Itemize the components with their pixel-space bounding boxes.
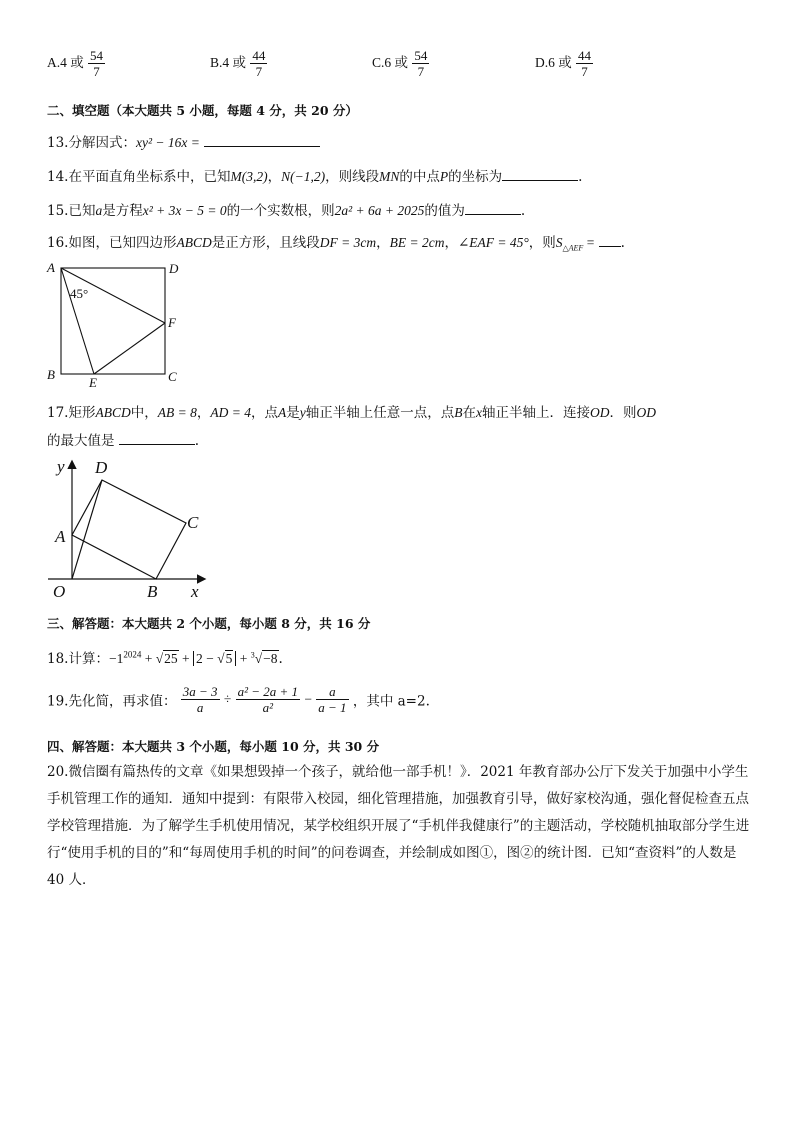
fraction-1: $\frac{3a - 3}{a}$ [182, 684, 218, 715]
section-4-heading: 四、解答题：本大题共 3 个小题，每小题 10 分，共 30 分 [47, 739, 380, 754]
question-15: 15.已知a是方程x² + 3x − 5 = 0的一个实数根，则2a² + 6a + 2025的值为 . [47, 203, 526, 219]
label-a: A [55, 527, 66, 546]
question-17-line2: 的最大值是 . [47, 433, 200, 449]
question-19: 19.先化简，再求值： $\frac{3a - 3}{a}$ ÷ $\frac{\text{a² − 2a + 1}}{\text{a²}}$ − $\frac{a}{a - 1}$ ，其中 a=2. [47, 684, 430, 715]
section-3-heading: 三、解答题：本大题共 2 个小题，每小题 8 分，共 16 分 [47, 616, 371, 631]
fraction-3: $\frac{a}{a - 1}$ [318, 684, 347, 715]
answer-blank [465, 202, 521, 215]
label-c: C [187, 513, 199, 532]
label-c: C [168, 369, 177, 384]
option-b-fraction: $\frac{44}{7}$ [252, 48, 266, 79]
label-e: E [89, 375, 97, 388]
question-18: 18.计算：$-1^{2024} + √25 + 2 - √5 + ^3√-8$. [47, 649, 283, 667]
angle-label: 45° [70, 286, 89, 301]
option-d-fraction: $\frac{44}{7}$ [578, 48, 592, 79]
option-a-fraction: $\frac{54}{7}$ [90, 48, 104, 79]
option-c-fraction: $\frac{54}{7}$ [414, 48, 428, 79]
figure-17-rectangle [44, 452, 224, 604]
segment-ae [61, 268, 94, 374]
label-b: B [147, 582, 158, 601]
question-20: 20.微信圈有篇热传的文章《如果想毁掉一个孩子，就给他一部手机！》．2021 年教育部办公厅下发关于加强中小学生手机管理工作的通知．通知中提到：有限带入校园，细化管理措施，加强教育引导，做好家校沟通，强化督促检查五点学校管理措施．为了解学生手机使用情况，某学校组织开展了“手机伴我健康行”的主题活动，学校随机抽取部分学生进行“使用手机的目的”和“每周使用手机的时间”的问卷调查，并绘制成如图①，图②的统计图．已知“查资料”的人数是 40 人． [47, 764, 750, 888]
label-d: D [169, 261, 179, 276]
rectangle-abcd [72, 480, 186, 579]
question-14: 14.在平面直角坐标系中，已知M(3,2)，N(−1,2)，则线段MN的中点P的坐标为 . [47, 169, 583, 185]
label-o: O [53, 582, 66, 601]
answer-blank [599, 234, 621, 247]
section-2-heading: 二、填空题（本大题共 5 小题，每题 4 分，共 20 分） [47, 103, 358, 118]
segment-ef [94, 323, 165, 374]
question-16: 16.如图，已知四边形ABCD是正方形，且线段DF = 3cm，BE = 2cm，∠EAF = 45°，则$S_{\triangle AEF}$ = . [47, 235, 625, 253]
figure-16-square [44, 258, 194, 388]
label-b: B [47, 367, 55, 382]
label-a: A [47, 260, 55, 275]
option-b: B.4 或 $\frac{44}{7}$ [210, 48, 266, 79]
question-17: 17.矩形ABCD中，AB = 8，AD = 4，点A是y轴正半轴上任意一点，点B在x轴正半轴上．连接OD．则OD [47, 405, 656, 421]
option-d: D.6 或 $\frac{44}{7}$ [535, 48, 592, 79]
square-abcd [61, 268, 165, 374]
answer-blank [204, 134, 320, 147]
option-c: C.6 或 $\frac{54}{7}$ [372, 48, 428, 79]
label-d: D [95, 458, 108, 477]
question-13: 13.分解因式：xy² − 16x = [47, 131, 320, 151]
answer-blank [119, 432, 195, 445]
label-x: x [191, 582, 199, 601]
option-a: A.4 或 $\frac{54}{7}$ [47, 48, 104, 79]
label-y: y [57, 457, 65, 476]
answer-blank [502, 168, 578, 181]
label-f: F [168, 315, 176, 330]
segment-od [72, 480, 102, 579]
fraction-2: $\frac{\text{a² − 2a + 1}}{\text{a²}}$ [237, 684, 299, 715]
